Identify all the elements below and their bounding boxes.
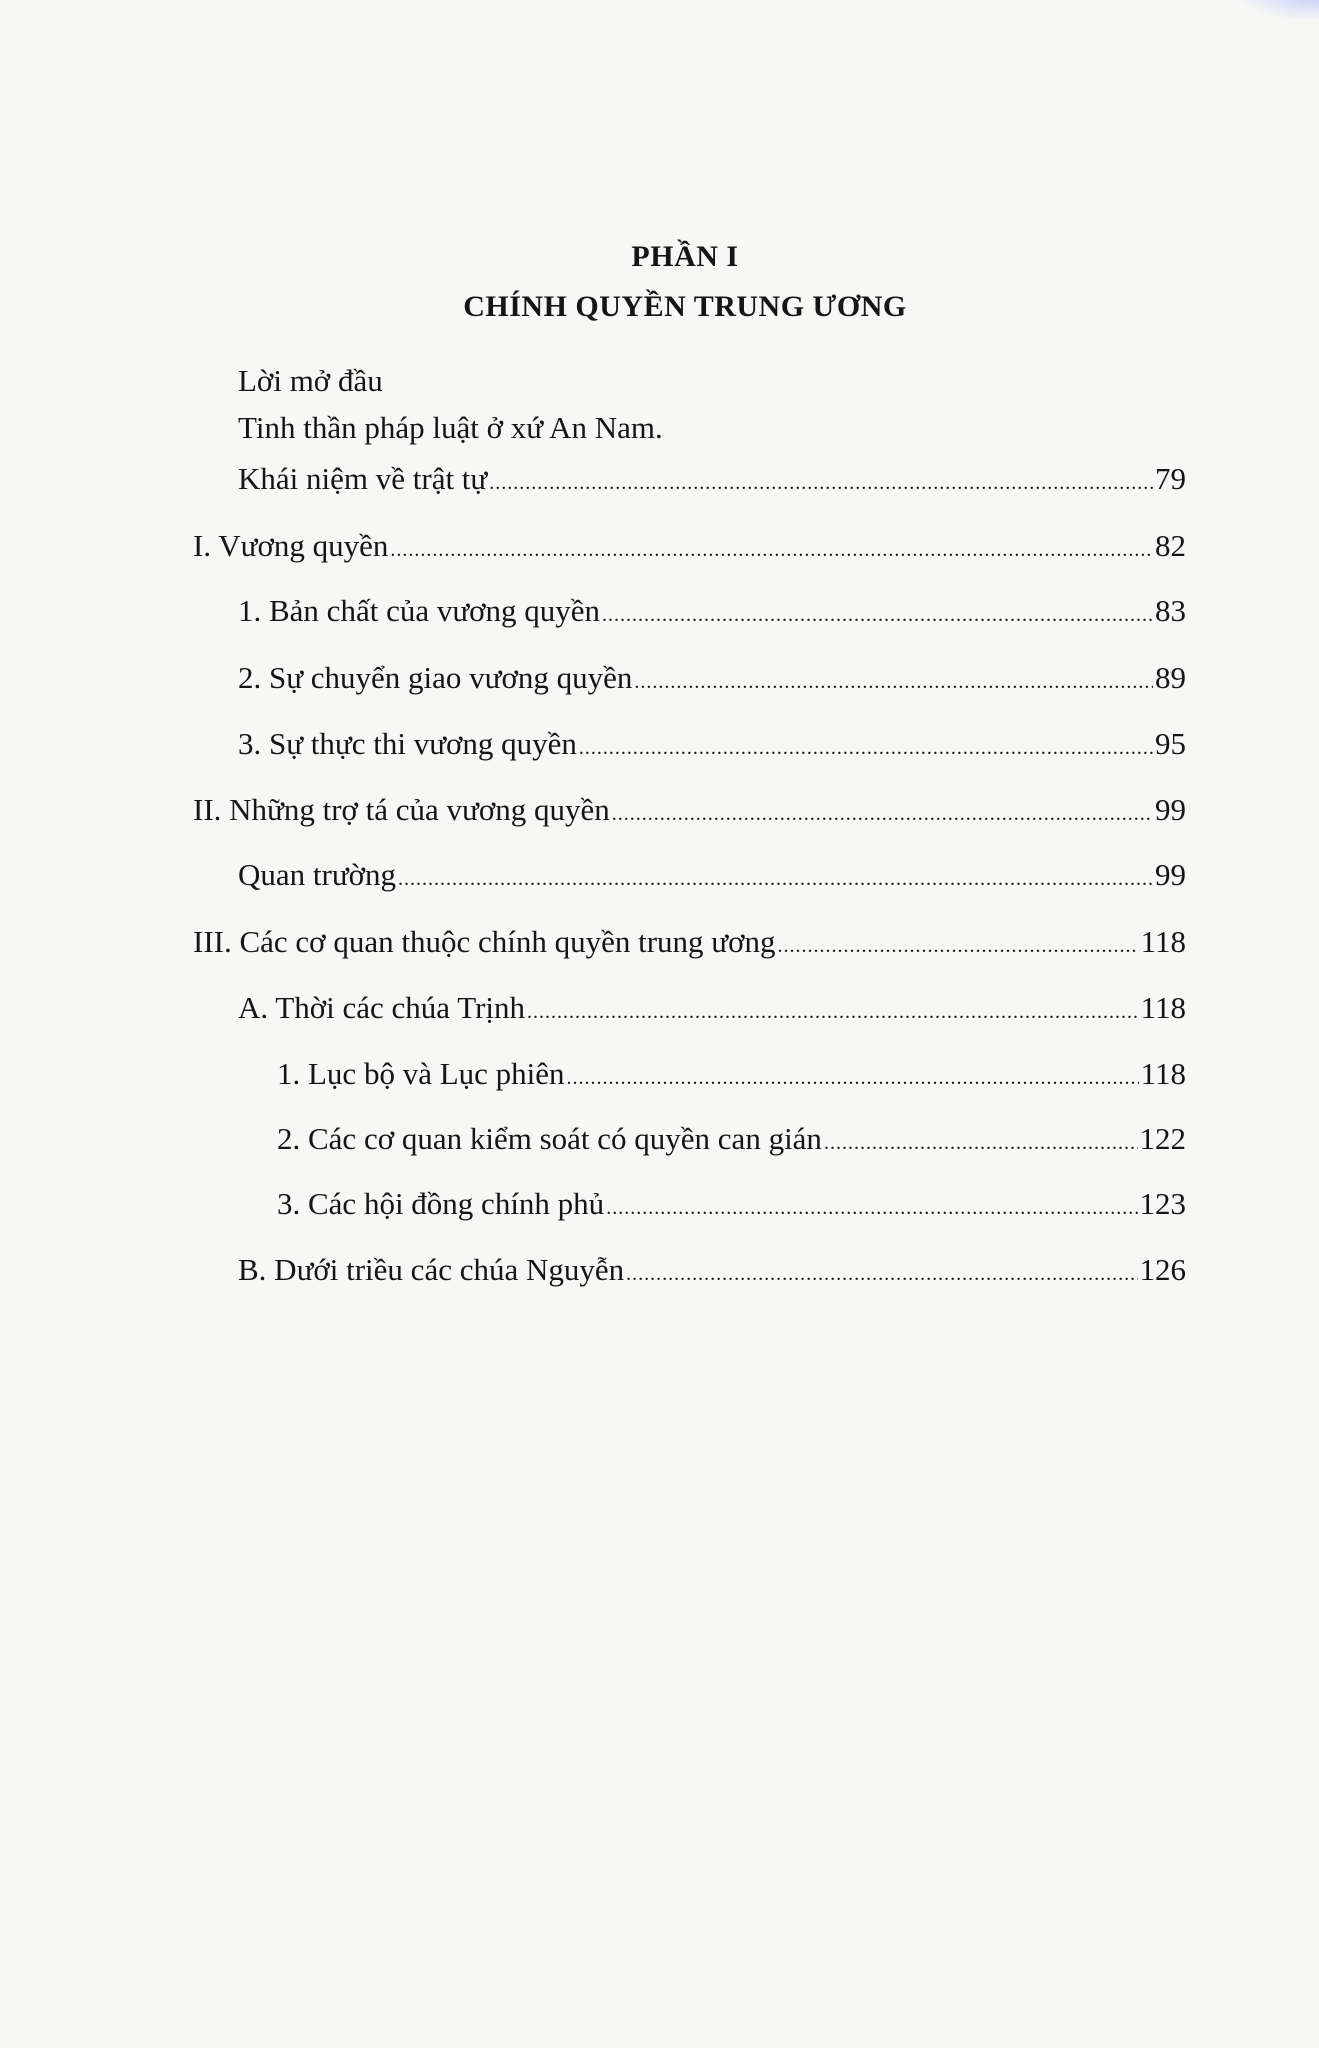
toc-entry[interactable] [193,922,1186,962]
toc-page-number: 95 [1155,726,1186,761]
toc-entry-label: 1. Lục bộ và Lục phiên [277,1056,565,1091]
toc-page-number: 123 [1139,1186,1186,1221]
toc-entry-label: Quan trường [238,857,397,892]
toc-entry[interactable] [277,1184,1186,1224]
leader-dots [602,595,1153,635]
toc-entry-label: B. Dưới triều các chúa Nguyễn [238,1252,625,1287]
toc-entry[interactable] [277,1054,1186,1094]
toc-entry[interactable] [238,591,1186,631]
toc-entry-label: 2. Sự chuyển giao vương quyền [238,660,633,695]
toc-entry-label: 3. Các hội đồng chính phủ [277,1186,605,1221]
toc-page-number: 99 [1155,792,1186,827]
leader-dots [567,1058,1139,1098]
leader-dots [777,926,1138,966]
leader-dots [824,1123,1138,1163]
toc-entry-label: 2. Các cơ quan kiểm soát có quyền can gián [277,1121,822,1156]
toc-entry[interactable] [277,1119,1186,1159]
toc-entry[interactable] [238,658,1186,698]
toc-page-number: 126 [1139,1252,1186,1287]
toc-entry[interactable] [193,790,1186,830]
toc-page-number: 122 [1139,1121,1186,1156]
toc-intro-line: Lời mở đầu [238,363,383,398]
leader-dots [626,1254,1137,1294]
leader-dots [398,859,1153,899]
toc-page-number: 99 [1155,857,1186,892]
toc-entry[interactable] [238,855,1186,895]
leader-dots [612,794,1153,834]
leader-dots [579,728,1153,768]
toc-entry-label: 3. Sự thực thi vương quyền [238,726,577,761]
toc-entry-label: Khái niệm về trật tự [238,461,488,496]
leader-dots [606,1188,1137,1228]
toc-entry-label: II. Những trợ tá của vương quyền [193,792,610,827]
toc-page-number: 82 [1155,528,1186,563]
leader-dots [390,530,1153,570]
part-title: CHÍNH QUYỀN TRUNG ƯƠNG [463,290,907,323]
toc-entry[interactable] [238,1250,1186,1290]
toc-entry-label: III. Các cơ quan thuộc chính quyền trung ương [193,924,776,959]
toc-page-number: 89 [1155,660,1186,695]
toc-entry[interactable] [238,724,1186,764]
toc-entry[interactable] [238,459,1186,499]
toc-page-number: 83 [1155,593,1186,628]
toc-page-number: 118 [1140,1056,1186,1091]
toc-entry-label: I. Vương quyền [193,528,389,563]
part-label: PHẦN I [631,240,739,273]
leader-dots [634,662,1153,702]
toc-entry-label: 1. Bản chất của vương quyền [238,593,601,628]
toc-page-number: 79 [1155,461,1186,496]
leader-dots [527,992,1139,1032]
toc-intro-line: Tinh thần pháp luật ở xứ An Nam. [238,410,663,445]
toc-entry-label: A. Thời các chúa Trịnh [238,990,526,1025]
toc-page-number: 118 [1140,990,1186,1025]
leader-dots [489,463,1153,503]
page-corner-smudge [1239,0,1319,20]
toc-entry[interactable] [193,526,1186,566]
toc-page-number: 118 [1140,924,1186,959]
toc-entry[interactable] [238,988,1186,1028]
